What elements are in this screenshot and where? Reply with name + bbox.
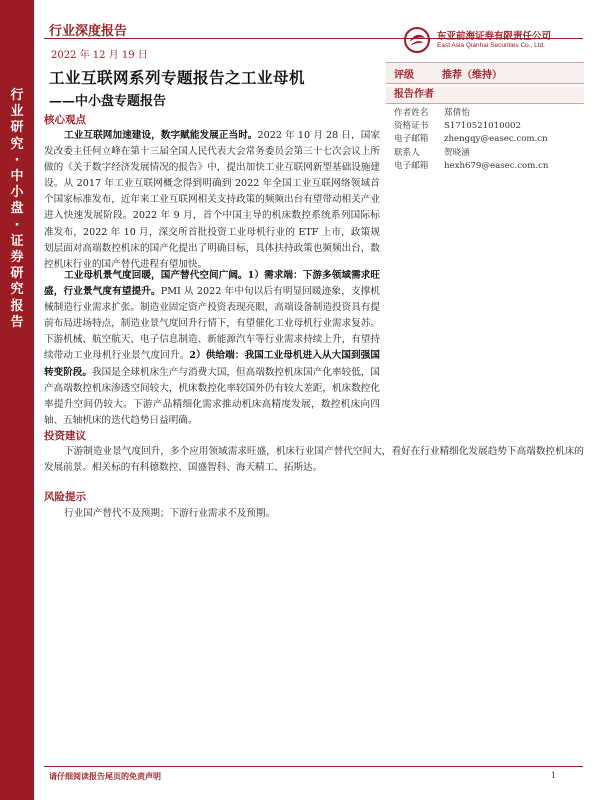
page-number: 1 <box>550 771 556 780</box>
company-logo-icon <box>403 26 431 54</box>
report-title: 工业互联网系列专题报告之工业母机 <box>49 68 306 87</box>
info-panel <box>386 62 584 173</box>
company-name-en: East Asia Qianhai Securities Co., Ltd. <box>437 42 546 49</box>
core-views-heading: 核心观点 <box>44 114 86 126</box>
side-banner-char: 证 <box>10 233 24 249</box>
core-views-lead: 工业互联网加速建设，数字赋能发展正当时。 <box>64 130 258 141</box>
footer-divider <box>44 766 583 767</box>
supply-lead: 2）供给端：我国工业母机进入从大国到强国转变阶段。 <box>44 350 380 378</box>
side-banner-char: 业 <box>10 104 24 120</box>
authors-heading: 报告作者 <box>386 87 584 104</box>
author-row <box>386 147 584 160</box>
core-views-paragraph-2 <box>44 268 380 429</box>
author-field-label: 资格证书 <box>394 121 429 132</box>
side-banner-char: 中 <box>10 169 24 185</box>
side-banner-text <box>0 88 34 331</box>
author-row <box>386 107 584 120</box>
demand-body: PMI 从 2022 年中旬以后有明显回暖迹象，支撑机械制造行业需求扩张。制造业固定资产投资表现亮眼，高端设备制造投资具有提前布局进场特点，制造业景气度回升行情下，有望催化工业母机行业需求复苏。下游机械、航空航天、电子信息制造、新能源汽车等行业需求持续上升，有望持续带动工业母机行业景气度回升。 <box>44 286 380 362</box>
risk-paragraph <box>44 506 584 522</box>
side-banner-char: 小 <box>10 185 24 201</box>
side-banner-char: 盘 <box>10 201 24 217</box>
core-views-paragraph-1 <box>44 128 380 273</box>
side-banner-char: 究 <box>10 136 24 152</box>
author-row <box>386 160 584 173</box>
author-row <box>386 120 584 133</box>
side-banner-char: 究 <box>10 282 24 298</box>
contact-name: 贺晓涵 <box>444 147 470 158</box>
side-banner-char: 券 <box>10 250 24 266</box>
disclaimer-note: 请仔细阅读报告尾页的免责声明 <box>49 771 161 781</box>
side-banner-char: · <box>14 152 20 168</box>
report-type-label: 行业深度报告 <box>49 24 128 39</box>
side-banner-char: · <box>14 217 20 233</box>
investment-body: 下游制造业景气度回升，多个应用领域需求旺盛，机床行业国产替代空间大，看好在行业精细化发展趋势下高端数控机床的发展前景。相关标的有科德数控、国盛智科、海天精工、拓斯达。 <box>44 446 584 474</box>
side-banner-char: 研 <box>10 266 24 282</box>
risk-body: 行业国产替代不及预期；下游行业需求不及预期。 <box>64 508 276 519</box>
author-field-label: 作者姓名 <box>394 108 429 118</box>
author-row <box>386 133 584 146</box>
side-banner-char: 研 <box>10 120 24 136</box>
side-banner-char: 行 <box>10 88 24 103</box>
author-email-link[interactable]: zhengqy@easec.com.cn <box>444 134 548 145</box>
authors-list <box>386 107 584 173</box>
report-date: 2022 年 12 月 19 日 <box>51 50 148 61</box>
rating-label: 评级 <box>394 70 414 81</box>
company-name-cn: 东亚前海证券有限责任公司 <box>437 31 552 42</box>
author-field-label: 联系人 <box>394 147 420 158</box>
investment-heading: 投资建议 <box>44 430 86 442</box>
side-banner <box>0 0 34 800</box>
side-banner-char: 报 <box>10 298 24 314</box>
investment-paragraph <box>44 444 584 476</box>
author-name: 郑倩怡 <box>444 108 470 118</box>
contact-email-link[interactable]: hexh679@easec.com.cn <box>444 160 549 171</box>
report-subtitle: ——中小盘专题报告 <box>49 94 167 109</box>
supply-body: 我国是全球机床生产与消费大国，但高端数控机床国产化率较低，国产高端数控机床渗透空间较大，机床数控化率较国外仍有较大差距，机床数控化率提升空间仍较大。下游产品精细化需求推动机床高精度发展，数控机床向四轴、五轴机床的迭代趋势日益明确。 <box>44 366 381 426</box>
rating-bar <box>386 62 584 84</box>
side-banner-char: 告 <box>10 314 24 330</box>
certificate-number: S1710521010002 <box>444 121 521 132</box>
core-views-body: 2022 年 10 月 28 日，国家发改委主任何立峰在第十三届全国人民代表大会常务委员会第三十七次会议上所做的《关于数字经济发展情况的报告》中，提出加快工业互联网新型基础设施建设。从 2017 年工业互联网概念得到明确到 2022 年全国工业互联网络领域首个国家标准发布，近年来工业互联网相关支持政策的频频出台有望带动相关产业进入快速发展阶段。2022 年 9 月，首个中国主导的机床数控系统系列国际标准发布，2022 年 10 月，深交所首批投资工业母机行业的 ETF 上市，政策规划层面对高端数控机床的国产化提出了明确目标，具体扶持政策也频频出台，数控机床行业的国产替代进程有望加快。 <box>44 130 380 270</box>
author-field-label: 电子邮箱 <box>394 134 429 145</box>
risk-heading: 风险提示 <box>44 491 86 503</box>
author-field-label: 电子邮箱 <box>394 160 429 171</box>
rating-value: 推荐（维持） <box>442 70 502 81</box>
demand-lead: 工业母机景气度回暖，国产替代空间广阔。1）需求端：下游多领域需求旺盛，行业景气度有望提升。 <box>44 270 380 298</box>
